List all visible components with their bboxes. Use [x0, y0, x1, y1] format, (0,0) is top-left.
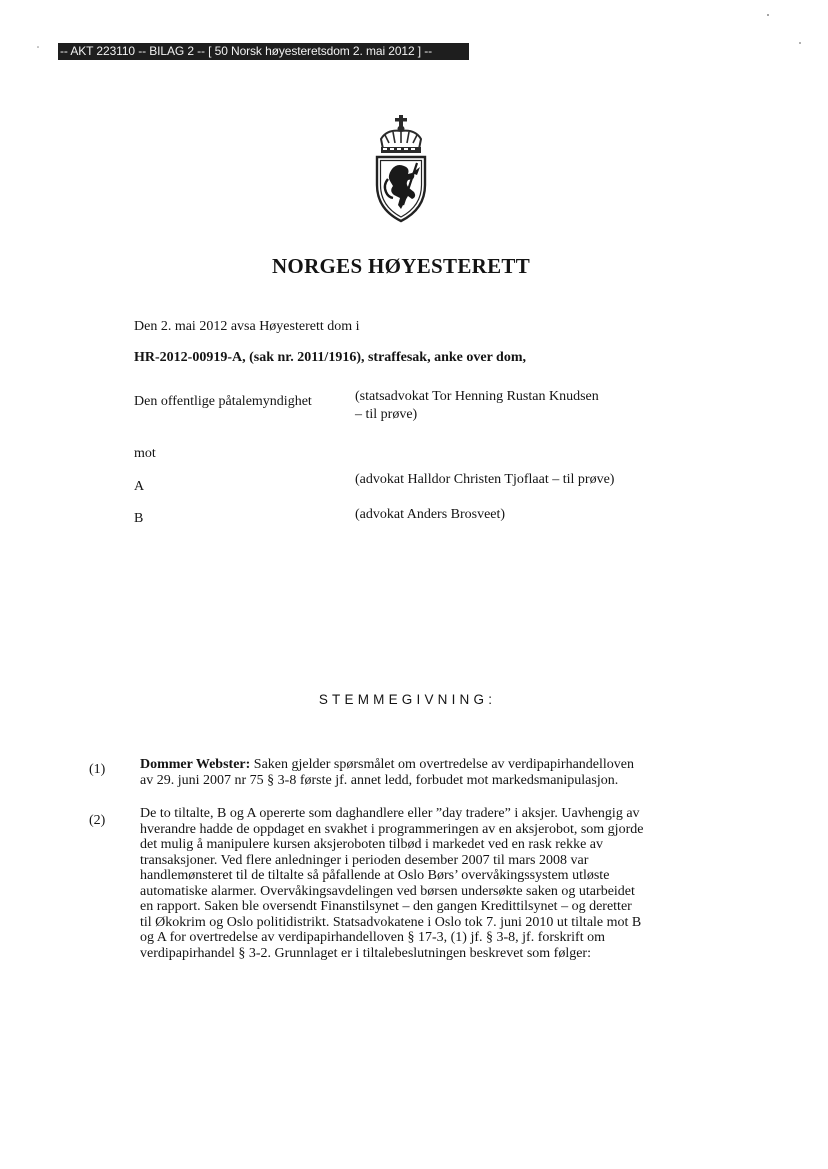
- document-stamp-header: -- AKT 223110 -- BILAG 2 -- [ 50 Norsk høyesteretsdom 2. mai 2012 ] --: [58, 43, 469, 60]
- paragraph-number: (2): [89, 813, 106, 828]
- paragraph-line: verdipapirhandel § 3-2. Grunnlaget er i tiltalebeslutningen beskrevet som følger:: [140, 945, 591, 961]
- section-heading: STEMMEGIVNING:: [318, 692, 497, 707]
- party-b: B: [134, 511, 144, 526]
- paragraph-line: det mulig å manipulere kursen aksjeroboten tilbød i markedet ved en rask rekke av: [140, 837, 604, 852]
- court-title: NORGES HØYESTERETT: [271, 254, 531, 278]
- paragraph-line: hverandre hadde de oppdaget en svakhet i programmeringen av en aksjerobot, som gjorde: [140, 821, 644, 837]
- counsel-prosecution-line-2: – til prøve): [355, 407, 418, 422]
- counsel-party-a: (advokat Halldor Christen Tjoflaat – til prøve): [355, 472, 615, 487]
- case-number-line: HR-2012-00919-A, (sak nr. 2011/1916), straffesak, anke over dom,: [134, 350, 526, 365]
- intro-line: Den 2. mai 2012 avsa Høyesterett dom i: [134, 319, 360, 334]
- paragraph-line: og A for overtredelse av verdipapirhandelloven § 17-3, (1) jf. § 3-8, jf. forskrift om: [140, 930, 605, 945]
- paragraph-line: handlemønsteret til de tiltalte så påfallende at Oslo Børs’ overvåkingssystem utløste: [140, 868, 610, 883]
- judge-name: Dommer Webster:: [140, 757, 251, 772]
- paragraph-line: en rapport. Saken ble oversendt Finanstilsynet – den gangen Kredittilsynet – og deretter: [140, 899, 632, 914]
- party-separator-mot: mot: [134, 446, 156, 461]
- paragraph-line: De to tiltalte, B og A opererte som daghandlere eller ”day tradere” i aksjer. Uavhengig av: [140, 806, 640, 821]
- paragraph-line: av 29. juni 2007 nr 75 § 3-8 første jf. annet ledd, forbudet mot markedsmanipulasjon.: [140, 772, 619, 788]
- paragraph-line: automatiske alarmer. Overvåkingsavdelingen ved børsen undersøkte saken og utarbeidet: [140, 883, 635, 899]
- paragraph-line-rest: Saken gjelder spørsmålet om overtredelse av verdipapirhandelloven: [253, 757, 634, 772]
- party-a: A: [134, 479, 145, 494]
- party-prosecution: Den offentlige påtalemyndighet: [134, 394, 312, 409]
- paragraph-number: (1): [89, 762, 106, 777]
- paragraph-line: til Økokrim og Oslo politidistrikt. Statsadvokatene i Oslo tok 7. juni 2010 ut tiltale mot B: [140, 914, 642, 930]
- paragraph-line: transaksjoner. Ved flere anledninger i perioden desember 2007 til mars 2008 var: [140, 852, 589, 868]
- counsel-prosecution: (statsadvokat Tor Henning Rustan Knudsen: [355, 389, 599, 404]
- counsel-party-b: (advokat Anders Brosveet): [355, 507, 506, 522]
